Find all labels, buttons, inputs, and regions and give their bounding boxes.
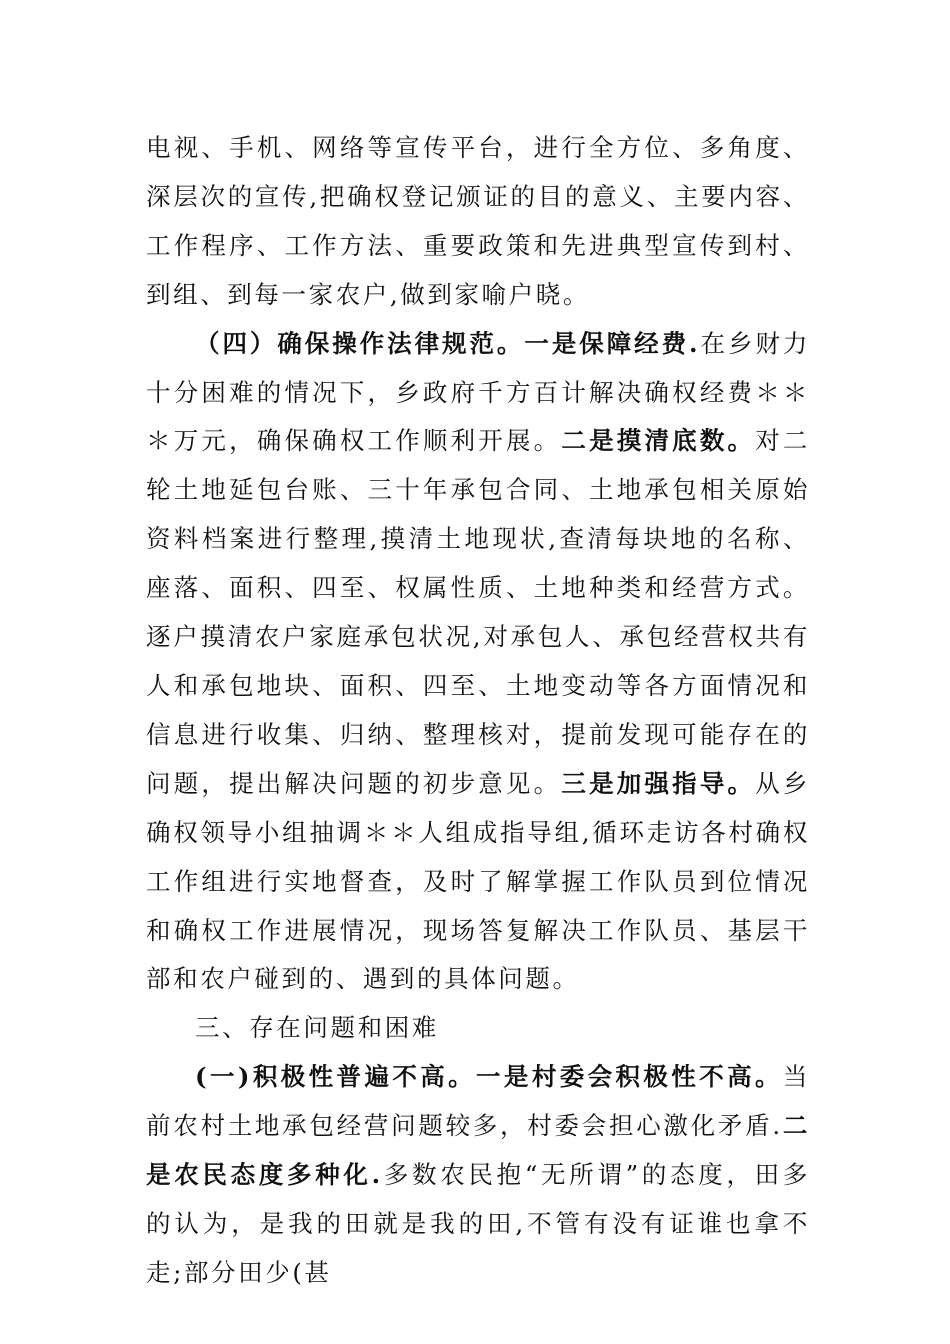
paragraph-text: 多数农民抱“无所谓”的态度，田多的认为，是我的田就是我的田,不管有没有证谁也拿不走;部分田少(甚 [146,1160,810,1287]
paragraph-text: 电视、手机、网络等宣传平台，进行全方位、多角度、深层次的宣传,把确权登记颁证的目的意义、主要内容、工作程序、工作方法、重要政策和先进典型宣传到村、到组、到每一家农户,做到家喻户晓。 [146,133,810,309]
paragraph-section-four-legal-norms [146,320,810,1005]
subheading-three: 三是加强指导。 [561,768,756,798]
section-heading-one: (一)积极性普遍不高。一是村委会积极性不高。 [195,1062,783,1092]
subheading-farmers-attitude: 二是农民态度多种化. [146,1111,810,1190]
paragraph-publicity [146,124,810,320]
section-title-text: 三、存在问题和困难 [195,1013,439,1043]
paragraph-section-one-enthusiasm [146,1053,810,1298]
section-title-problems [146,1004,810,1053]
subheading-two: 二是摸清底数。 [561,426,756,456]
document-body [146,124,810,1298]
paragraph-text: 对二轮土地延包台账、三十年承包合同、土地承包相关原始资料档案进行整理,摸清土地现状,查清每块地的名称、座落、面积、四至、权属性质、土地种类和经营方式。逐户摸清农户家庭承包状况,对承包人、承包经营权共有人和承包地块、面积、四至、土地变动等各方面情况和信息进行收集、归纳、整理核对，提前发现可能存在的问题，提出解决问题的初步意见。 [146,426,811,798]
section-heading-four: （四）确保操作法律规范。一是保障经费. [195,328,701,358]
paragraph-text: 当前农村土地承包经营问题较多，村委会担心激化矛盾. [146,1062,810,1141]
paragraph-text: 在乡财力十分困难的情况下，乡政府千方百计解决确权经费＊＊＊万元，确保确权工作顺利开展。 [146,328,810,456]
paragraph-text: 从乡确权领导小组抽调＊＊人组成指导组,循环走访各村确权工作组进行实地督查，及时了解掌握工作队员到位情况和确权工作进展情况，现场答复解决工作队员、基层干部和农户碰到的、遇到的具体问题。 [146,768,811,994]
